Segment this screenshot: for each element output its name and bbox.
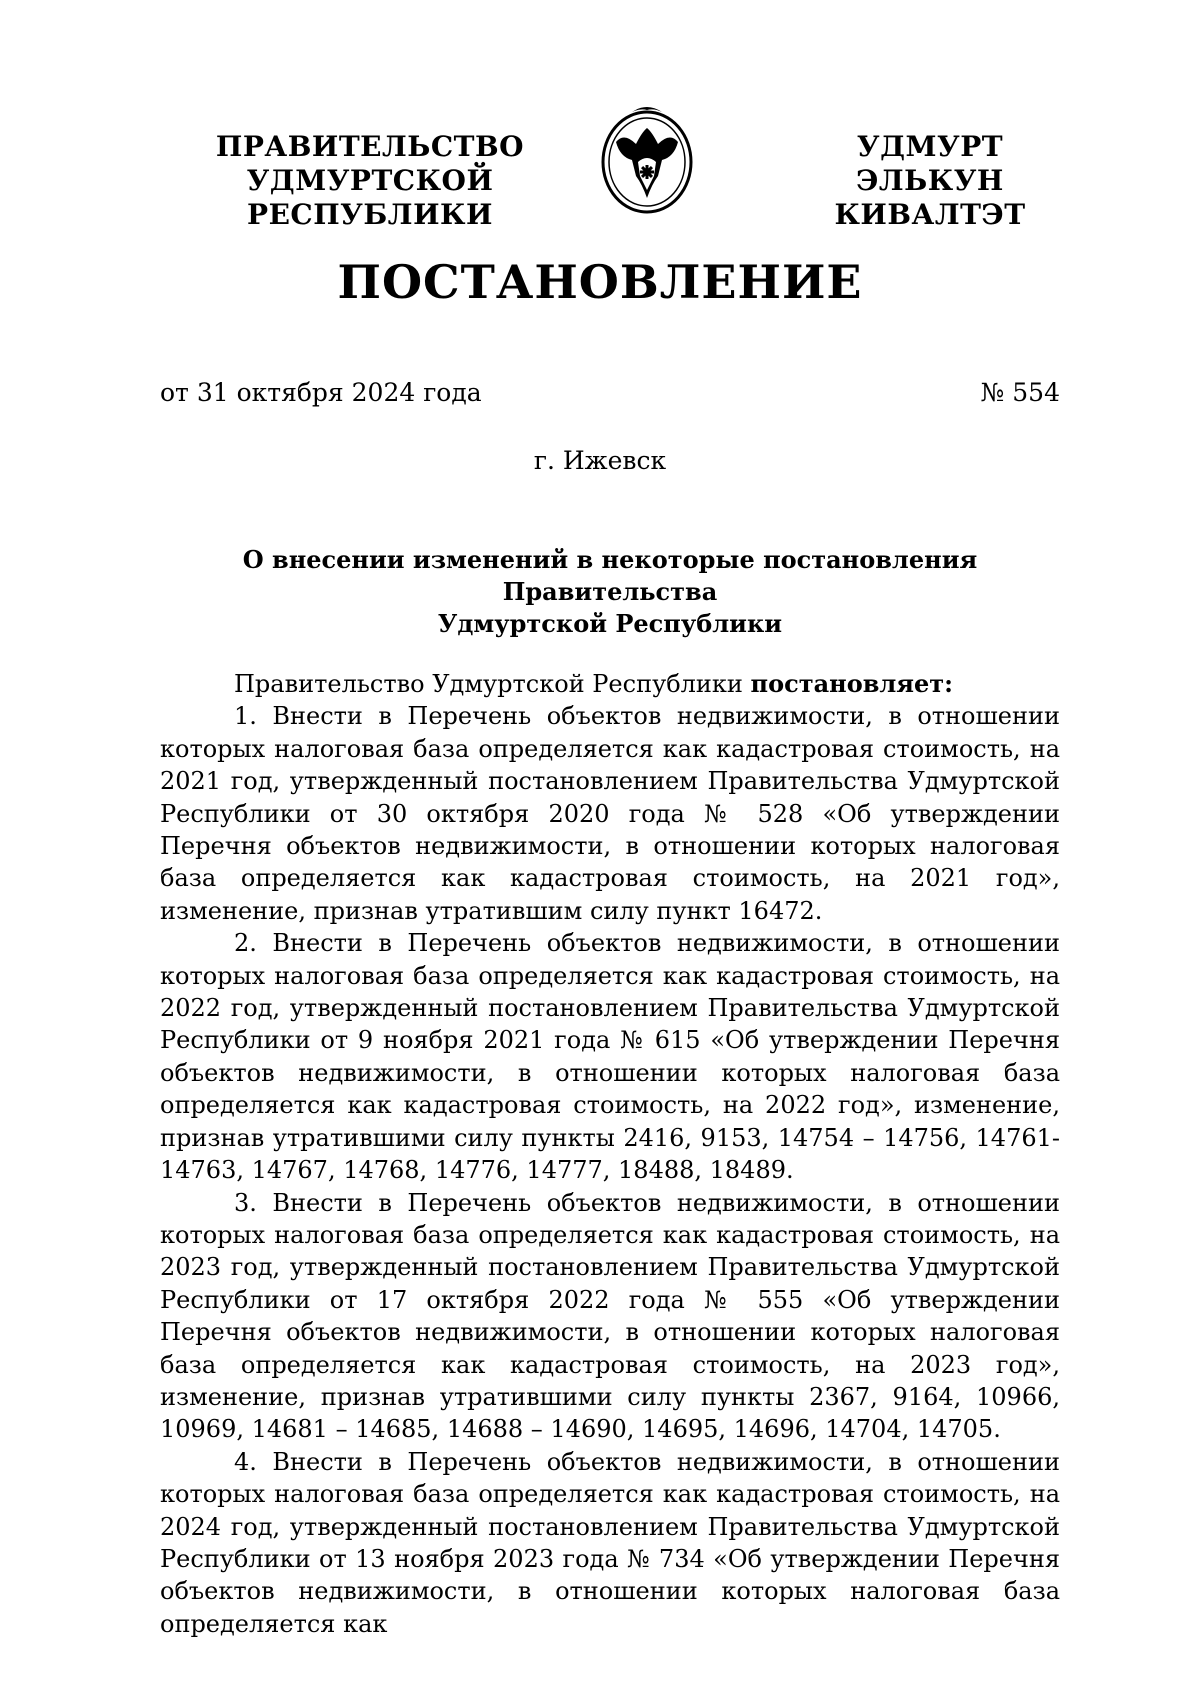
issuer-line-1: ПРАВИТЕЛЬСТВО <box>215 130 525 163</box>
subject-line-2: Удмуртской Республики <box>437 609 783 638</box>
subject-line-1: О внесении изменений в некоторые постановления Правительства <box>242 545 978 606</box>
document-number: № 554 <box>980 378 1060 407</box>
paragraph-4: 4. Внести в Перечень объектов недвижимости, в отношении которых налоговая база определяется как кадастровая стоимость, на 2024 год, утвержденный постановлением Правительства Удмуртской Республики от 13 ноября 2023 года № 734 «Об утверждении Перечня объектов недвижимости, в отношении которых налоговая база определяется как <box>160 1447 1060 1638</box>
paragraph-3: 3. Внести в Перечень объектов недвижимости, в отношении которых налоговая база определяется как кадастровая стоимость, на 2023 год, утвержденный постановлением Правительства Удмуртской Республики от 17 октября 2022 года № 555 «Об утверждении Перечня объектов недвижимости, в отношении которых налоговая база определяется как кадастровая стоимость, на 2023 год», изменение, признав утратившими силу пункты 2367, 9164, 10966, 10969, 14681 – 14685, 14688 – 14690, 14695, 14696, 14704, 14705. <box>160 1188 1060 1444</box>
coat-of-arms-emblem-icon <box>594 102 700 216</box>
resolution-intro <box>160 668 1060 700</box>
document-subject <box>160 544 1060 640</box>
document-title: ПОСТАНОВЛЕНИЕ <box>337 255 863 309</box>
issuer-udmurt-line-2: КИВАЛТЭТ <box>834 198 1026 231</box>
paragraph-2: 2. Внести в Перечень объектов недвижимости, в отношении которых налоговая база определяется как кадастровая стоимость, на 2022 год, утвержденный постановлением Правительства Удмуртской Республики от 9 ноября 2021 года № 615 «Об утверждении Перечня объектов недвижимости, в отношении которых налоговая база определяется как кадастровая стоимость, на 2022 год», изменение, признав утратившими силу пункты 2416, 9153, 14754 – 14756, 14761-14763, 14767, 14768, 14776, 14777, 18488, 18489. <box>160 929 1060 1185</box>
issuer-name-udmurt <box>780 130 1080 232</box>
intro-text: Правительство Удмуртской Республики <box>234 670 751 698</box>
intro-bold-verb: постановляет: <box>750 669 954 698</box>
issuer-line-2: УДМУРТСКОЙ РЕСПУБЛИКИ <box>246 164 494 231</box>
document-body <box>160 668 1060 1640</box>
issuer-name-russian <box>150 130 590 232</box>
paragraph-1: 1. Внести в Перечень объектов недвижимости, в отношении которых налоговая база определяется как кадастровая стоимость, на 2021 год, утвержденный постановлением Правительства Удмуртской Республики от 30 октября 2020 года № 528 «Об утверждении Перечня объектов недвижимости, в отношении которых налоговая база определяется как кадастровая стоимость, на 2021 год», изменение, признав утратившим силу пункт 16472. <box>160 702 1060 925</box>
document-city: г. Ижевск <box>533 446 667 475</box>
issuer-udmurt-line-1: УДМУРТ ЭЛЬКУН <box>856 130 1004 197</box>
document-date: от 31 октября 2024 года <box>160 378 482 407</box>
